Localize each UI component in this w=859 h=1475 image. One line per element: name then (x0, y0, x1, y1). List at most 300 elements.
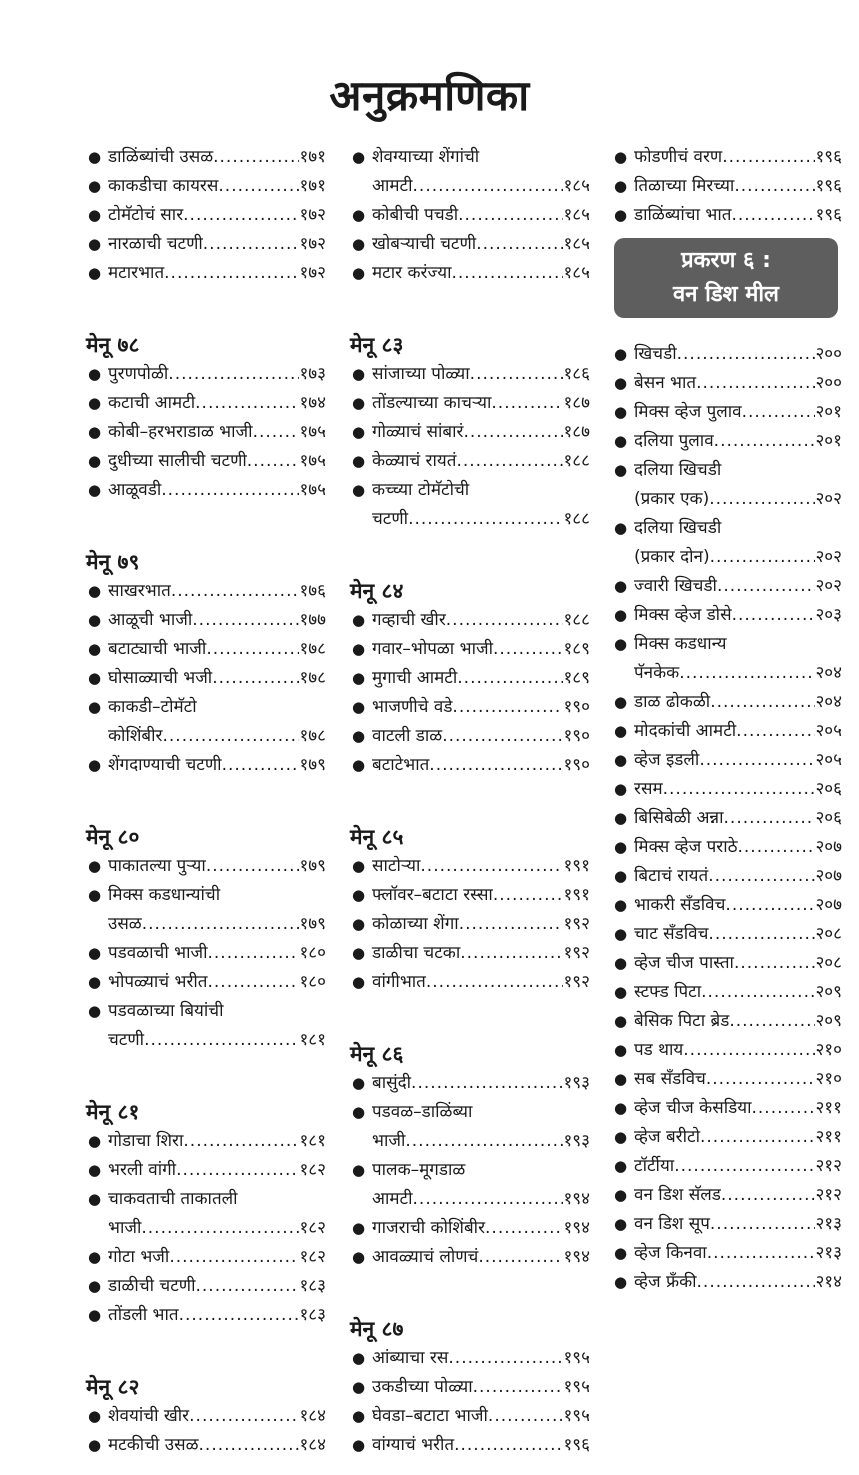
bullet-icon: ● (614, 780, 628, 798)
entry-row (108, 852, 326, 881)
entry-name: डाळिंब्यांची उसळ (108, 147, 214, 167)
bullet-icon: ● (352, 611, 366, 629)
page-number: २०० (815, 344, 842, 364)
index-entry (612, 1007, 842, 1036)
page-number: २०४ (815, 692, 842, 712)
bullet-icon: ● (352, 235, 366, 253)
page-number: १९० (563, 697, 590, 717)
page-number: १८९ (563, 668, 590, 688)
index-entry (350, 664, 590, 693)
bullet-icon: ● (614, 925, 628, 943)
index-entry (350, 259, 590, 288)
bullet-icon: ● (614, 838, 628, 856)
entry-name-first-line: काकडी–टोमॅटो (108, 697, 197, 717)
bullet-icon: ● (352, 1248, 366, 1266)
bullet-icon: ● (88, 669, 102, 687)
dot-leader (706, 1065, 816, 1094)
page-number: २०२ (815, 489, 842, 509)
entry-name: फोडणीचं वरण (634, 147, 723, 167)
bullet-icon: ● (614, 1215, 628, 1233)
menu-section (86, 143, 326, 288)
dot-leader (413, 1185, 564, 1214)
entry-row (634, 427, 842, 456)
bullet-icon: ● (352, 206, 366, 224)
entry-name: आळूवडी (108, 480, 162, 500)
entry-name: चटणी (108, 1030, 145, 1050)
entry-name: मिक्स व्हेज पुलाव (634, 402, 742, 422)
bullet-icon: ● (352, 857, 366, 875)
entry-row (108, 230, 326, 259)
index-entry (350, 693, 590, 722)
entry-name: गव्हाची खीर (372, 610, 446, 630)
dot-leader (208, 968, 300, 997)
bullet-icon: ● (352, 1161, 366, 1179)
bullet-icon: ● (352, 1378, 366, 1396)
index-entry (86, 997, 326, 1055)
menu-section (350, 330, 590, 534)
page-number: १७९ (299, 914, 326, 934)
bullet-icon: ● (614, 606, 628, 624)
bullet-icon: ● (88, 177, 102, 195)
page-number: १७५ (299, 422, 326, 442)
entry-row (634, 1007, 842, 1036)
menu-item-list (86, 577, 326, 780)
bullet-icon: ● (352, 1074, 366, 1092)
bullet-icon: ● (352, 915, 366, 933)
page-number: १७२ (299, 205, 326, 225)
page-number: १७५ (299, 480, 326, 500)
bullet-icon: ● (352, 1436, 366, 1454)
index-entry (350, 1243, 590, 1272)
menu-section (86, 330, 326, 505)
entry-name: उसळ (108, 914, 142, 934)
index-entry (350, 635, 590, 664)
index-entry (612, 920, 842, 949)
page-number: १८३ (299, 1305, 326, 1325)
entry-row (372, 910, 590, 939)
index-entry (612, 1123, 842, 1152)
entry-name: ज्वारी खिचडी (634, 576, 717, 596)
entry-row (634, 143, 842, 172)
index-entry (86, 1127, 326, 1156)
entry-row (108, 1026, 326, 1055)
page-number: २०४ (815, 663, 842, 683)
entry-name: चटणी (372, 509, 409, 529)
page-number: १८४ (299, 1406, 326, 1426)
menu-section (86, 1097, 326, 1330)
entry-name: शेंगदाण्याची चटणी (108, 755, 222, 775)
index-entry (350, 881, 590, 910)
entry-row (108, 939, 326, 968)
index-entry (86, 1431, 326, 1460)
dot-leader (488, 1402, 564, 1431)
page-number: १८५ (563, 205, 590, 225)
page-number: १७८ (299, 639, 326, 659)
page-number: २१३ (815, 1214, 842, 1234)
menu-section (350, 143, 590, 288)
page-number: १७२ (299, 263, 326, 283)
entry-name: कोबीची पचडी (372, 205, 459, 225)
index-entry (86, 751, 326, 780)
bullet-icon: ● (88, 756, 102, 774)
page-number: १८५ (563, 176, 590, 196)
dot-leader (724, 804, 816, 833)
bullet-icon: ● (352, 423, 366, 441)
page-number: १८४ (299, 1435, 326, 1455)
entry-name: सांजाच्या पोळ्या (372, 364, 470, 384)
dot-leader (408, 505, 563, 534)
entry-row (108, 1243, 326, 1272)
entry-name: दलिया पुलाव (634, 431, 714, 451)
dot-leader (192, 606, 299, 635)
entry-row (108, 476, 326, 505)
entry-name: पड थाय (634, 1040, 684, 1060)
dot-leader (679, 659, 815, 688)
entry-name: बेसिक पिटा ब्रेड (634, 1011, 730, 1031)
entry-name: चाट सँडविच (634, 924, 709, 944)
dot-leader (141, 1214, 299, 1243)
index-entry (350, 418, 590, 447)
entry-row (634, 862, 842, 891)
index-entry (612, 427, 842, 456)
page-number: १८६ (563, 364, 590, 384)
entry-row (108, 1402, 326, 1431)
bullet-icon: ● (88, 235, 102, 253)
entry-name-first-line: मिक्स कडधान्यांची (108, 885, 221, 905)
menu-item-list (350, 1069, 590, 1272)
entry-name: कोशिंबीर (108, 726, 163, 746)
entry-row (634, 1239, 842, 1268)
dot-leader (189, 1402, 299, 1431)
bullet-icon: ● (88, 857, 102, 875)
dot-leader (722, 143, 815, 172)
bullet-icon: ● (88, 944, 102, 962)
index-entry (612, 1239, 842, 1268)
entry-row (634, 1036, 842, 1065)
entry-name: गाजराची कोशिंबीर (372, 1218, 486, 1238)
bullet-icon: ● (614, 432, 628, 450)
menu-item-list (86, 360, 326, 505)
bullet-icon: ● (614, 148, 628, 166)
index-entry (612, 688, 842, 717)
index-entry (350, 1344, 590, 1373)
dot-leader (169, 1243, 299, 1272)
index-entry (612, 804, 842, 833)
entry-row (634, 949, 842, 978)
entry-name-first-line: चाकवताची ताकातली (108, 1189, 238, 1209)
menu-heading: मेनू ८२ (86, 1375, 140, 1399)
entry-name: वाटली डाळ (372, 726, 443, 746)
entry-row (634, 1123, 842, 1152)
page-number: २१४ (815, 1272, 842, 1292)
entry-row (372, 230, 590, 259)
entry-row (634, 688, 842, 717)
page-number: १९१ (563, 885, 590, 905)
entry-row (108, 1214, 326, 1243)
entry-name: व्हेज चीज पास्ता (634, 953, 734, 973)
index-entry (350, 360, 590, 389)
entry-row (108, 389, 326, 418)
entry-row (634, 201, 842, 230)
index-entry (350, 1214, 590, 1243)
entry-row (108, 635, 326, 664)
page-number: २०२ (815, 547, 842, 567)
dot-leader (708, 862, 815, 891)
dot-leader (707, 1239, 816, 1268)
bullet-icon: ● (88, 148, 102, 166)
entry-name: वन डिश सूप (634, 1214, 710, 1234)
page-number: १८१ (299, 1030, 326, 1050)
entry-row (372, 606, 590, 635)
bullet-icon: ● (352, 1349, 366, 1367)
index-column-2 (350, 143, 590, 1460)
entry-name: मटार करंज्या (372, 263, 452, 283)
bullet-icon: ● (614, 722, 628, 740)
dot-leader (405, 1127, 563, 1156)
dot-leader (442, 722, 563, 751)
entry-row (372, 360, 590, 389)
bullet-icon: ● (88, 206, 102, 224)
entry-row (372, 1069, 590, 1098)
entry-row (634, 1152, 842, 1181)
index-entry (86, 259, 326, 288)
page-number: १९५ (563, 1406, 590, 1426)
page-number: १७६ (299, 581, 326, 601)
index-entry (350, 447, 590, 476)
entry-name: गोडाचा शिरा (108, 1131, 184, 1151)
index-entry (86, 606, 326, 635)
page-number: १८१ (299, 1131, 326, 1151)
entry-row (108, 143, 326, 172)
dot-leader (709, 485, 815, 514)
index-entry (86, 360, 326, 389)
menu-section (86, 1372, 326, 1460)
page-number: १८८ (563, 509, 590, 529)
entry-name: गवार–भोपळा भाजी (372, 639, 493, 659)
entry-name-first-line: पडवळाच्या बियांची (108, 1001, 224, 1021)
page-number: १८० (299, 943, 326, 963)
entry-row (634, 485, 842, 514)
entry-name: स्टफ्ड पिटा (634, 982, 702, 1002)
entry-row (634, 398, 842, 427)
entry-row (634, 572, 842, 601)
entry-name: मिक्स व्हेज डोसे (634, 605, 732, 625)
bullet-icon: ● (88, 1277, 102, 1295)
dot-leader (734, 949, 816, 978)
entry-row (108, 664, 326, 693)
dot-leader (485, 1214, 563, 1243)
chapter-number: प्रकरण ६ : (681, 248, 771, 273)
page-number: १८२ (299, 1247, 326, 1267)
bullet-icon: ● (614, 345, 628, 363)
index-entry (86, 939, 326, 968)
dot-leader (742, 398, 816, 427)
index-entry (86, 852, 326, 881)
entry-row (372, 447, 590, 476)
entry-row (108, 172, 326, 201)
bullet-icon: ● (88, 1190, 102, 1208)
section-gap (350, 997, 590, 1039)
index-entry (612, 201, 842, 230)
page-number: १८७ (563, 422, 590, 442)
entry-name: व्हेज किनवा (634, 1243, 707, 1263)
dot-leader (206, 635, 299, 664)
entry-row (372, 635, 590, 664)
bullet-icon: ● (352, 698, 366, 716)
index-entry (86, 447, 326, 476)
bullet-icon: ● (614, 461, 628, 479)
entry-row (634, 717, 842, 746)
index-entry (86, 143, 326, 172)
dot-leader (710, 1210, 816, 1239)
dot-leader (463, 418, 563, 447)
entry-name: फ्लॉवर–बटाटा रस्सा (372, 885, 493, 905)
dot-leader (144, 1026, 299, 1055)
index-entry (350, 1156, 590, 1214)
entry-name: वन डिश सॅलड (634, 1185, 721, 1205)
page-number: १८९ (563, 639, 590, 659)
bullet-icon: ● (88, 640, 102, 658)
menu-heading: मेनू ८३ (350, 333, 404, 357)
index-entry (612, 891, 842, 920)
index-entry (612, 717, 842, 746)
dot-leader (413, 172, 564, 201)
bullet-icon: ● (614, 519, 628, 537)
bullet-icon: ● (88, 582, 102, 600)
page-number: १९४ (563, 1247, 590, 1267)
page-number: १९३ (563, 1073, 590, 1093)
menu-heading: मेनू ७९ (86, 550, 140, 574)
index-entry (612, 1268, 842, 1297)
bullet-icon: ● (88, 698, 102, 716)
index-column-3 (612, 143, 842, 1297)
index-entry (350, 1373, 590, 1402)
entry-row (372, 1243, 590, 1272)
index-entry (86, 693, 326, 751)
bullet-icon: ● (88, 264, 102, 282)
bullet-icon: ● (88, 1436, 102, 1454)
dot-leader (710, 688, 815, 717)
page-number: २०९ (815, 1011, 842, 1031)
bullet-icon: ● (352, 669, 366, 687)
dot-leader (493, 881, 564, 910)
dot-leader (736, 717, 815, 746)
entry-row (108, 606, 326, 635)
dot-leader (731, 201, 815, 230)
bullet-icon: ● (614, 577, 628, 595)
entry-row (372, 693, 590, 722)
dot-leader (163, 722, 300, 751)
dot-leader (493, 635, 563, 664)
bullet-icon: ● (88, 611, 102, 629)
entry-row (372, 1373, 590, 1402)
page-number: १९४ (563, 1189, 590, 1209)
entry-row (372, 201, 590, 230)
entry-name-first-line: दलिया खिचडी (634, 518, 722, 538)
dot-leader (208, 939, 300, 968)
entry-name: शेवयांची खीर (108, 1406, 190, 1426)
index-entry (350, 230, 590, 259)
bullet-icon: ● (88, 481, 102, 499)
dot-leader (161, 476, 299, 505)
entry-name: डाळीची चटणी (108, 1276, 196, 1296)
dot-leader (683, 1036, 815, 1065)
index-entry (86, 1272, 326, 1301)
page-number: १७८ (299, 668, 326, 688)
dot-leader (183, 1127, 299, 1156)
bullet-icon: ● (614, 809, 628, 827)
menu-section (86, 547, 326, 780)
page-number: १७२ (299, 234, 326, 254)
bullet-icon: ● (352, 1407, 366, 1425)
dot-leader (459, 910, 564, 939)
dot-leader (458, 201, 563, 230)
dot-leader (491, 389, 563, 418)
page-number: १७५ (299, 451, 326, 471)
dot-leader (179, 1301, 300, 1330)
index-entry (350, 910, 590, 939)
entry-name: बेसन भात (634, 373, 697, 393)
dot-leader (751, 1094, 815, 1123)
entry-name: डाळीचा चटका (372, 943, 461, 963)
bullet-icon: ● (614, 403, 628, 421)
entry-name: डाळिंब्यांचा भात (634, 205, 732, 225)
page-number: १९३ (563, 1131, 590, 1151)
entry-row (634, 659, 842, 688)
entry-row (372, 172, 590, 201)
entry-name: वांगीभात (372, 972, 426, 992)
entry-row (372, 418, 590, 447)
page-number: २०० (815, 373, 842, 393)
page-number: २१३ (815, 1243, 842, 1263)
bullet-icon: ● (614, 1041, 628, 1059)
page-number: १८३ (299, 1276, 326, 1296)
page-number: २०२ (815, 576, 842, 596)
dot-leader (448, 1344, 563, 1373)
entry-name-first-line: पडवळ–डाळिंब्या (372, 1102, 473, 1122)
bullet-icon: ● (352, 264, 366, 282)
entry-row (108, 201, 326, 230)
entry-row (372, 389, 590, 418)
entry-row (634, 369, 842, 398)
page-number: २१० (815, 1040, 842, 1060)
index-entry (612, 1152, 842, 1181)
dot-leader (168, 360, 299, 389)
bullet-icon: ● (88, 1161, 102, 1179)
entry-row (372, 259, 590, 288)
bullet-icon: ● (352, 756, 366, 774)
entry-row (372, 1185, 590, 1214)
dot-leader (203, 230, 300, 259)
entry-name: काकडीचा कायरस (108, 176, 219, 196)
entry-name: कोबी–हरभराडाळ भाजी (108, 422, 253, 442)
index-entry (612, 775, 842, 804)
index-entry (350, 606, 590, 635)
entry-name: आवळ्याचं लोणचं (372, 1247, 479, 1267)
page-number: २०६ (815, 779, 842, 799)
dot-leader (725, 891, 815, 920)
bullet-icon: ● (614, 1128, 628, 1146)
menu-heading: मेनू ८४ (350, 579, 404, 603)
index-entry (612, 1036, 842, 1065)
entry-name: रसम (634, 779, 663, 799)
entry-row (372, 1344, 590, 1373)
entry-name: भाजी (372, 1131, 406, 1151)
entry-row (108, 577, 326, 606)
bullet-icon: ● (88, 886, 102, 904)
entry-name-first-line: शेवग्याच्या शेंगांची (372, 147, 480, 167)
index-entry (612, 398, 842, 427)
